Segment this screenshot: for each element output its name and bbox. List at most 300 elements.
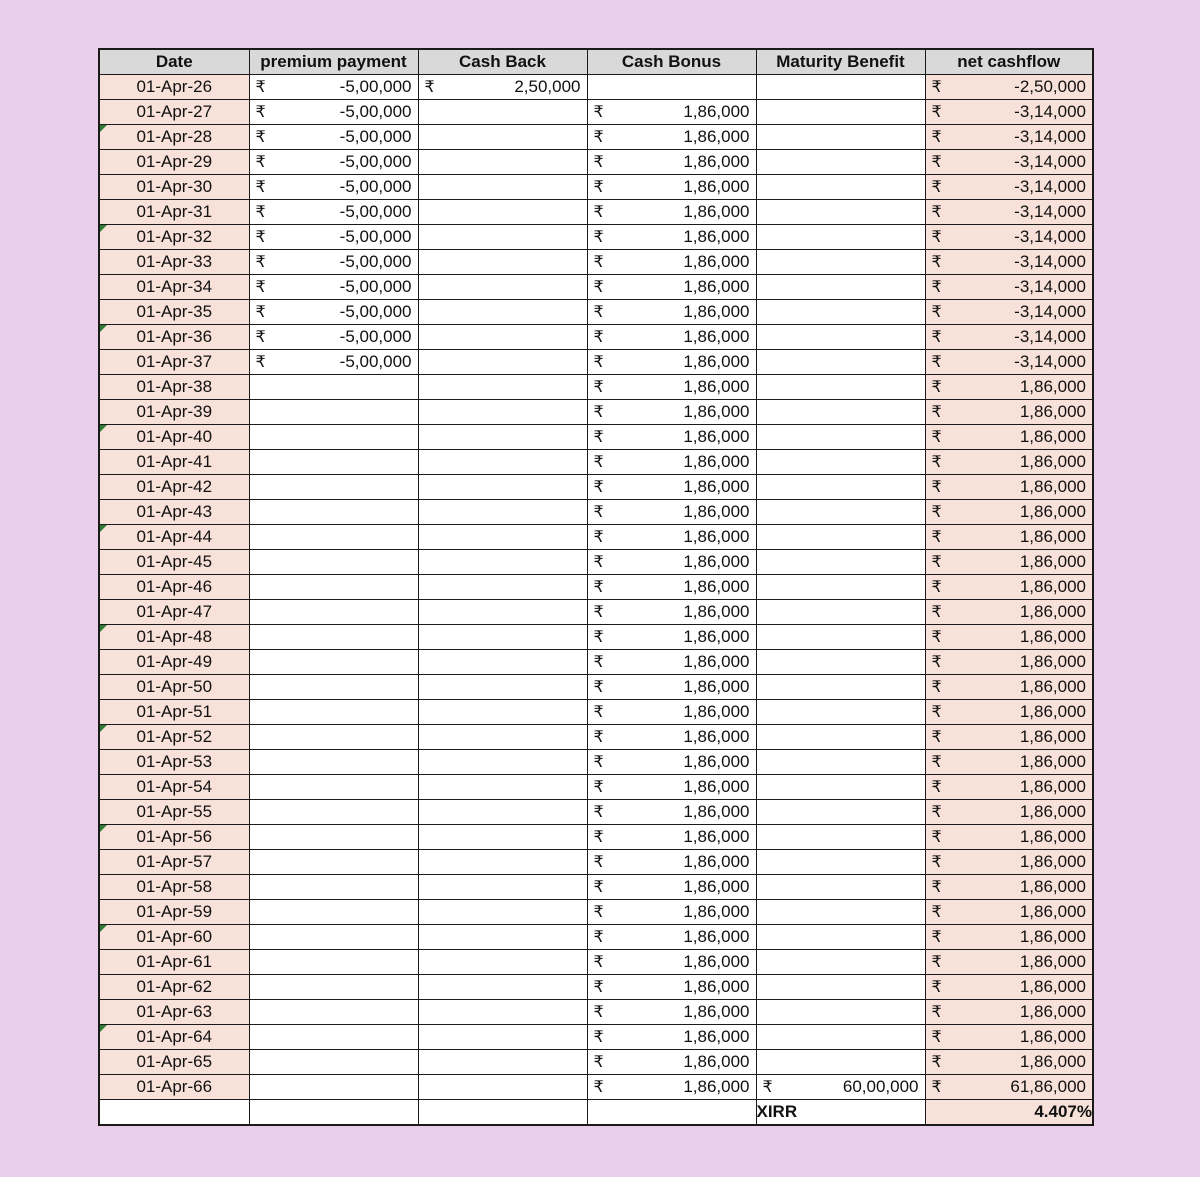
- amount-text: 1,86,000: [683, 627, 750, 646]
- amount-text: 1,86,000: [683, 277, 750, 296]
- net-cashflow-cell[interactable]: [925, 125, 1093, 150]
- net-cashflow-cell[interactable]: [925, 425, 1093, 450]
- rupee-symbol: ₹: [593, 179, 604, 196]
- premium-payment-cell[interactable]: [249, 925, 418, 950]
- error-indicator-icon: [100, 825, 107, 832]
- premium-payment-cell[interactable]: [249, 725, 418, 750]
- rupee-symbol: ₹: [255, 129, 266, 146]
- cash-bonus-cell[interactable]: [587, 800, 756, 825]
- table-row: [99, 125, 1093, 150]
- net-cashflow-cell[interactable]: [925, 175, 1093, 200]
- cash-bonus-cell[interactable]: [587, 950, 756, 975]
- table-row: [99, 875, 1093, 900]
- cash-back-cell[interactable]: [418, 125, 587, 150]
- cash-bonus-cell[interactable]: [587, 300, 756, 325]
- date-cell[interactable]: [99, 1050, 249, 1075]
- date-cell[interactable]: [99, 1025, 249, 1050]
- date-cell[interactable]: [99, 125, 249, 150]
- date-cell[interactable]: [99, 700, 249, 725]
- cash-back-cell[interactable]: [418, 800, 587, 825]
- premium-payment-cell[interactable]: [249, 875, 418, 900]
- maturity-benefit-cell[interactable]: [756, 925, 925, 950]
- cash-bonus-cell[interactable]: [587, 1075, 756, 1100]
- date-text: 01-Apr-59: [136, 902, 213, 921]
- net-cashflow-cell[interactable]: [925, 700, 1093, 725]
- maturity-benefit-cell[interactable]: [756, 775, 925, 800]
- cash-bonus-cell[interactable]: [587, 225, 756, 250]
- header-cash-bonus[interactable]: Cash Bonus: [587, 49, 756, 75]
- xirr-label[interactable]: XIRR: [756, 1100, 925, 1126]
- cash-bonus-cell[interactable]: [587, 725, 756, 750]
- cash-back-cell[interactable]: [418, 325, 587, 350]
- premium-payment-cell[interactable]: [249, 200, 418, 225]
- date-cell[interactable]: [99, 600, 249, 625]
- cash-back-cell[interactable]: [418, 600, 587, 625]
- maturity-benefit-cell[interactable]: [756, 825, 925, 850]
- amount-text: -3,14,000: [1014, 252, 1086, 271]
- date-cell[interactable]: [99, 825, 249, 850]
- amount-text: 1,86,000: [1019, 627, 1086, 646]
- maturity-benefit-cell[interactable]: [756, 625, 925, 650]
- amount-text: -3,14,000: [1014, 352, 1086, 371]
- maturity-benefit-cell[interactable]: [756, 100, 925, 125]
- cash-back-cell[interactable]: [418, 950, 587, 975]
- net-cashflow-cell[interactable]: [925, 225, 1093, 250]
- cash-bonus-cell[interactable]: [587, 650, 756, 675]
- cash-back-cell[interactable]: [418, 450, 587, 475]
- cash-bonus-cell[interactable]: [587, 325, 756, 350]
- net-cashflow-cell[interactable]: [925, 675, 1093, 700]
- rupee-symbol: ₹: [931, 329, 942, 346]
- premium-payment-cell[interactable]: [249, 450, 418, 475]
- net-cashflow-cell[interactable]: [925, 250, 1093, 275]
- premium-payment-cell[interactable]: [249, 150, 418, 175]
- date-cell[interactable]: [99, 425, 249, 450]
- maturity-benefit-cell[interactable]: [756, 700, 925, 725]
- maturity-benefit-cell[interactable]: [756, 975, 925, 1000]
- date-cell[interactable]: [99, 750, 249, 775]
- premium-payment-cell[interactable]: [249, 850, 418, 875]
- cash-back-cell[interactable]: [418, 275, 587, 300]
- premium-payment-cell[interactable]: [249, 1075, 418, 1100]
- date-cell[interactable]: [99, 275, 249, 300]
- net-cashflow-cell[interactable]: [925, 500, 1093, 525]
- date-cell[interactable]: [99, 900, 249, 925]
- cash-bonus-cell[interactable]: [587, 350, 756, 375]
- premium-payment-cell[interactable]: [249, 400, 418, 425]
- amount-text: -5,00,000: [339, 302, 412, 321]
- net-cashflow-cell[interactable]: [925, 775, 1093, 800]
- cash-back-cell[interactable]: [418, 675, 587, 700]
- maturity-benefit-cell[interactable]: [756, 500, 925, 525]
- amount-text: 1,86,000: [1019, 777, 1086, 796]
- maturity-benefit-cell[interactable]: [756, 875, 925, 900]
- cash-back-cell[interactable]: [418, 400, 587, 425]
- premium-payment-cell[interactable]: [249, 500, 418, 525]
- xirr-value[interactable]: 4.407%: [925, 1100, 1093, 1126]
- table-row: [99, 225, 1093, 250]
- cash-bonus-cell[interactable]: [587, 825, 756, 850]
- date-cell[interactable]: [99, 625, 249, 650]
- maturity-benefit-cell[interactable]: [756, 725, 925, 750]
- rupee-symbol: ₹: [255, 354, 266, 371]
- net-cashflow-cell[interactable]: [925, 1050, 1093, 1075]
- rupee-symbol: ₹: [593, 1029, 604, 1046]
- cash-back-cell[interactable]: [418, 300, 587, 325]
- net-cashflow-cell[interactable]: [925, 350, 1093, 375]
- cash-bonus-cell[interactable]: [587, 900, 756, 925]
- net-cashflow-cell[interactable]: [925, 600, 1093, 625]
- empty-cell[interactable]: [587, 1100, 756, 1126]
- cash-bonus-cell[interactable]: [587, 675, 756, 700]
- cash-bonus-cell[interactable]: [587, 200, 756, 225]
- date-cell[interactable]: [99, 75, 249, 100]
- net-cashflow-cell[interactable]: [925, 100, 1093, 125]
- amount-text: -5,00,000: [339, 102, 412, 121]
- date-cell[interactable]: [99, 550, 249, 575]
- premium-payment-cell[interactable]: [249, 1050, 418, 1075]
- net-cashflow-cell[interactable]: [925, 300, 1093, 325]
- maturity-benefit-cell[interactable]: [756, 450, 925, 475]
- cash-bonus-cell[interactable]: [587, 150, 756, 175]
- maturity-benefit-cell[interactable]: [756, 1000, 925, 1025]
- cash-bonus-cell[interactable]: [587, 550, 756, 575]
- cash-bonus-cell[interactable]: [587, 625, 756, 650]
- premium-payment-cell[interactable]: [249, 675, 418, 700]
- cash-bonus-cell[interactable]: [587, 1000, 756, 1025]
- empty-cell[interactable]: [249, 1100, 418, 1126]
- amount-text: 1,86,000: [683, 852, 750, 871]
- premium-payment-cell[interactable]: [249, 600, 418, 625]
- date-cell[interactable]: [99, 1075, 249, 1100]
- maturity-benefit-cell[interactable]: [756, 425, 925, 450]
- premium-payment-cell[interactable]: [249, 125, 418, 150]
- maturity-benefit-cell[interactable]: [756, 275, 925, 300]
- maturity-benefit-cell[interactable]: [756, 400, 925, 425]
- net-cashflow-cell[interactable]: [925, 400, 1093, 425]
- amount-text: 1,86,000: [683, 552, 750, 571]
- net-cashflow-cell[interactable]: [925, 750, 1093, 775]
- table-row: [99, 775, 1093, 800]
- net-cashflow-cell[interactable]: [925, 575, 1093, 600]
- date-cell[interactable]: [99, 325, 249, 350]
- net-cashflow-cell[interactable]: [925, 475, 1093, 500]
- rupee-symbol: ₹: [593, 754, 604, 771]
- premium-payment-cell[interactable]: [249, 100, 418, 125]
- cash-bonus-cell[interactable]: [587, 925, 756, 950]
- net-cashflow-cell[interactable]: [925, 150, 1093, 175]
- cash-bonus-cell[interactable]: [587, 275, 756, 300]
- premium-payment-cell[interactable]: [249, 825, 418, 850]
- cash-bonus-cell[interactable]: [587, 125, 756, 150]
- date-cell[interactable]: [99, 100, 249, 125]
- cash-back-cell[interactable]: [418, 425, 587, 450]
- maturity-benefit-cell[interactable]: [756, 375, 925, 400]
- maturity-benefit-cell[interactable]: [756, 300, 925, 325]
- date-cell[interactable]: [99, 650, 249, 675]
- maturity-benefit-cell[interactable]: [756, 250, 925, 275]
- cash-bonus-cell[interactable]: [587, 775, 756, 800]
- maturity-benefit-cell[interactable]: [756, 325, 925, 350]
- amount-text: 1,86,000: [1019, 577, 1086, 596]
- cash-bonus-cell[interactable]: [587, 600, 756, 625]
- cash-back-cell[interactable]: [418, 725, 587, 750]
- cash-back-cell[interactable]: [418, 550, 587, 575]
- net-cashflow-cell[interactable]: [925, 950, 1093, 975]
- cash-bonus-cell[interactable]: [587, 100, 756, 125]
- maturity-benefit-cell[interactable]: [756, 175, 925, 200]
- cash-back-cell[interactable]: [418, 700, 587, 725]
- cash-back-cell[interactable]: [418, 250, 587, 275]
- date-cell[interactable]: [99, 975, 249, 1000]
- cash-back-cell[interactable]: [418, 900, 587, 925]
- maturity-benefit-cell[interactable]: [756, 350, 925, 375]
- maturity-benefit-cell[interactable]: [756, 850, 925, 875]
- cash-bonus-cell[interactable]: [587, 500, 756, 525]
- cash-bonus-cell[interactable]: [587, 875, 756, 900]
- maturity-benefit-cell[interactable]: [756, 225, 925, 250]
- error-indicator-icon: [100, 225, 107, 232]
- net-cashflow-cell[interactable]: [925, 725, 1093, 750]
- net-cashflow-cell[interactable]: [925, 850, 1093, 875]
- premium-payment-cell[interactable]: [249, 950, 418, 975]
- empty-cell[interactable]: [99, 1100, 249, 1126]
- cash-back-cell[interactable]: [418, 75, 587, 100]
- amount-text: 1,86,000: [683, 577, 750, 596]
- premium-payment-cell[interactable]: [249, 575, 418, 600]
- cash-bonus-cell[interactable]: [587, 1025, 756, 1050]
- premium-payment-cell[interactable]: [249, 800, 418, 825]
- maturity-benefit-cell[interactable]: [756, 650, 925, 675]
- date-cell[interactable]: [99, 175, 249, 200]
- cash-bonus-cell[interactable]: [587, 525, 756, 550]
- cash-back-cell[interactable]: [418, 850, 587, 875]
- premium-payment-cell[interactable]: [249, 1000, 418, 1025]
- cash-back-cell[interactable]: [418, 925, 587, 950]
- premium-payment-cell[interactable]: [249, 550, 418, 575]
- cash-bonus-cell[interactable]: [587, 425, 756, 450]
- net-cashflow-cell[interactable]: [925, 550, 1093, 575]
- premium-payment-cell[interactable]: [249, 700, 418, 725]
- rupee-symbol: ₹: [931, 904, 942, 921]
- maturity-benefit-cell[interactable]: [756, 600, 925, 625]
- cash-back-cell[interactable]: [418, 825, 587, 850]
- premium-payment-cell[interactable]: [249, 475, 418, 500]
- net-cashflow-cell[interactable]: [925, 75, 1093, 100]
- date-cell[interactable]: [99, 925, 249, 950]
- premium-payment-cell[interactable]: [249, 275, 418, 300]
- cash-back-cell[interactable]: [418, 225, 587, 250]
- maturity-benefit-cell[interactable]: [756, 150, 925, 175]
- date-cell[interactable]: [99, 675, 249, 700]
- net-cashflow-cell[interactable]: [925, 200, 1093, 225]
- header-maturity-benefit[interactable]: Maturity Benefit: [756, 49, 925, 75]
- premium-payment-cell[interactable]: [249, 175, 418, 200]
- premium-payment-cell[interactable]: [249, 75, 418, 100]
- date-cell[interactable]: [99, 450, 249, 475]
- premium-payment-cell[interactable]: [249, 350, 418, 375]
- premium-payment-cell[interactable]: [249, 300, 418, 325]
- cash-back-cell[interactable]: [418, 175, 587, 200]
- date-cell[interactable]: [99, 950, 249, 975]
- amount-text: 1,86,000: [683, 827, 750, 846]
- maturity-benefit-cell[interactable]: [756, 800, 925, 825]
- net-cashflow-cell[interactable]: [925, 1025, 1093, 1050]
- maturity-benefit-cell[interactable]: [756, 1025, 925, 1050]
- cash-bonus-cell[interactable]: [587, 975, 756, 1000]
- premium-payment-cell[interactable]: [249, 750, 418, 775]
- premium-payment-cell[interactable]: [249, 625, 418, 650]
- cash-bonus-cell[interactable]: [587, 575, 756, 600]
- cash-bonus-cell[interactable]: [587, 450, 756, 475]
- cash-bonus-cell[interactable]: [587, 175, 756, 200]
- cash-back-cell[interactable]: [418, 750, 587, 775]
- maturity-benefit-cell[interactable]: [756, 525, 925, 550]
- cash-bonus-cell[interactable]: [587, 750, 756, 775]
- premium-payment-cell[interactable]: [249, 225, 418, 250]
- table-row: [99, 200, 1093, 225]
- date-cell[interactable]: [99, 1000, 249, 1025]
- maturity-benefit-cell[interactable]: [756, 200, 925, 225]
- cash-back-cell[interactable]: [418, 100, 587, 125]
- cash-back-cell[interactable]: [418, 775, 587, 800]
- header-premium-payment[interactable]: premium payment: [249, 49, 418, 75]
- date-cell[interactable]: [99, 150, 249, 175]
- cash-back-cell[interactable]: [418, 625, 587, 650]
- net-cashflow-cell[interactable]: [925, 900, 1093, 925]
- maturity-benefit-cell[interactable]: [756, 125, 925, 150]
- header-date[interactable]: Date: [99, 49, 249, 75]
- premium-payment-cell[interactable]: [249, 775, 418, 800]
- net-cashflow-cell[interactable]: [925, 275, 1093, 300]
- date-cell[interactable]: [99, 725, 249, 750]
- cash-bonus-cell[interactable]: [587, 400, 756, 425]
- net-cashflow-cell[interactable]: [925, 375, 1093, 400]
- date-cell[interactable]: [99, 500, 249, 525]
- cash-back-cell[interactable]: [418, 500, 587, 525]
- maturity-benefit-cell[interactable]: [756, 900, 925, 925]
- premium-payment-cell[interactable]: [249, 650, 418, 675]
- net-cashflow-cell[interactable]: [925, 800, 1093, 825]
- rupee-symbol: ₹: [424, 79, 435, 96]
- date-cell[interactable]: [99, 775, 249, 800]
- cash-back-cell[interactable]: [418, 475, 587, 500]
- date-cell[interactable]: [99, 300, 249, 325]
- date-text: 01-Apr-66: [136, 1077, 213, 1096]
- rupee-symbol: ₹: [255, 329, 266, 346]
- maturity-benefit-cell[interactable]: [756, 550, 925, 575]
- rupee-symbol: ₹: [931, 729, 942, 746]
- premium-payment-cell[interactable]: [249, 375, 418, 400]
- table-row: [99, 475, 1093, 500]
- maturity-benefit-cell[interactable]: [756, 950, 925, 975]
- net-cashflow-cell[interactable]: [925, 325, 1093, 350]
- date-cell[interactable]: [99, 375, 249, 400]
- net-cashflow-cell[interactable]: [925, 650, 1093, 675]
- maturity-benefit-cell[interactable]: [756, 675, 925, 700]
- cash-back-cell[interactable]: [418, 1025, 587, 1050]
- cash-back-cell[interactable]: [418, 1000, 587, 1025]
- date-cell[interactable]: [99, 800, 249, 825]
- header-cash-back[interactable]: Cash Back: [418, 49, 587, 75]
- rupee-symbol: ₹: [931, 579, 942, 596]
- premium-payment-cell[interactable]: [249, 250, 418, 275]
- date-cell[interactable]: [99, 400, 249, 425]
- cash-bonus-cell[interactable]: [587, 700, 756, 725]
- premium-payment-cell[interactable]: [249, 325, 418, 350]
- net-cashflow-cell[interactable]: [925, 1075, 1093, 1100]
- net-cashflow-cell[interactable]: [925, 925, 1093, 950]
- net-cashflow-cell[interactable]: [925, 525, 1093, 550]
- net-cashflow-cell[interactable]: [925, 975, 1093, 1000]
- table-row: [99, 850, 1093, 875]
- date-cell[interactable]: [99, 875, 249, 900]
- cash-bonus-cell[interactable]: [587, 850, 756, 875]
- date-cell[interactable]: [99, 250, 249, 275]
- amount-text: 1,86,000: [683, 402, 750, 421]
- cash-bonus-cell[interactable]: [587, 475, 756, 500]
- date-cell[interactable]: [99, 575, 249, 600]
- cash-bonus-cell[interactable]: [587, 75, 756, 100]
- cash-back-cell[interactable]: [418, 875, 587, 900]
- net-cashflow-cell[interactable]: [925, 450, 1093, 475]
- maturity-benefit-cell[interactable]: [756, 575, 925, 600]
- premium-payment-cell[interactable]: [249, 975, 418, 1000]
- cash-bonus-cell[interactable]: [587, 1050, 756, 1075]
- cash-back-cell[interactable]: [418, 1075, 587, 1100]
- cash-back-cell[interactable]: [418, 150, 587, 175]
- net-cashflow-cell[interactable]: [925, 875, 1093, 900]
- maturity-benefit-cell[interactable]: [756, 750, 925, 775]
- premium-payment-cell[interactable]: [249, 525, 418, 550]
- cash-bonus-cell[interactable]: [587, 250, 756, 275]
- cash-back-cell[interactable]: [418, 350, 587, 375]
- empty-cell[interactable]: [418, 1100, 587, 1126]
- cash-back-cell[interactable]: [418, 200, 587, 225]
- maturity-benefit-cell[interactable]: [756, 1075, 925, 1100]
- rupee-symbol: ₹: [255, 229, 266, 246]
- date-cell[interactable]: [99, 525, 249, 550]
- premium-payment-cell[interactable]: [249, 900, 418, 925]
- premium-payment-cell[interactable]: [249, 1025, 418, 1050]
- amount-text: 1,86,000: [683, 252, 750, 271]
- amount-text: 1,86,000: [683, 652, 750, 671]
- error-indicator-icon: [100, 725, 107, 732]
- cash-back-cell[interactable]: [418, 375, 587, 400]
- date-cell[interactable]: [99, 200, 249, 225]
- date-cell[interactable]: [99, 850, 249, 875]
- maturity-benefit-cell[interactable]: [756, 75, 925, 100]
- maturity-benefit-cell[interactable]: [756, 1050, 925, 1075]
- cash-back-cell[interactable]: [418, 975, 587, 1000]
- cash-back-cell[interactable]: [418, 575, 587, 600]
- cash-back-cell[interactable]: [418, 650, 587, 675]
- cash-back-cell[interactable]: [418, 525, 587, 550]
- maturity-benefit-cell[interactable]: [756, 475, 925, 500]
- net-cashflow-cell[interactable]: [925, 1000, 1093, 1025]
- header-net-cashflow[interactable]: net cashflow: [925, 49, 1093, 75]
- date-cell[interactable]: [99, 350, 249, 375]
- rupee-symbol: ₹: [931, 629, 942, 646]
- premium-payment-cell[interactable]: [249, 425, 418, 450]
- date-cell[interactable]: [99, 225, 249, 250]
- cash-bonus-cell[interactable]: [587, 375, 756, 400]
- net-cashflow-cell[interactable]: [925, 625, 1093, 650]
- amount-text: 1,86,000: [683, 202, 750, 221]
- cash-back-cell[interactable]: [418, 1050, 587, 1075]
- net-cashflow-cell[interactable]: [925, 825, 1093, 850]
- date-cell[interactable]: [99, 475, 249, 500]
